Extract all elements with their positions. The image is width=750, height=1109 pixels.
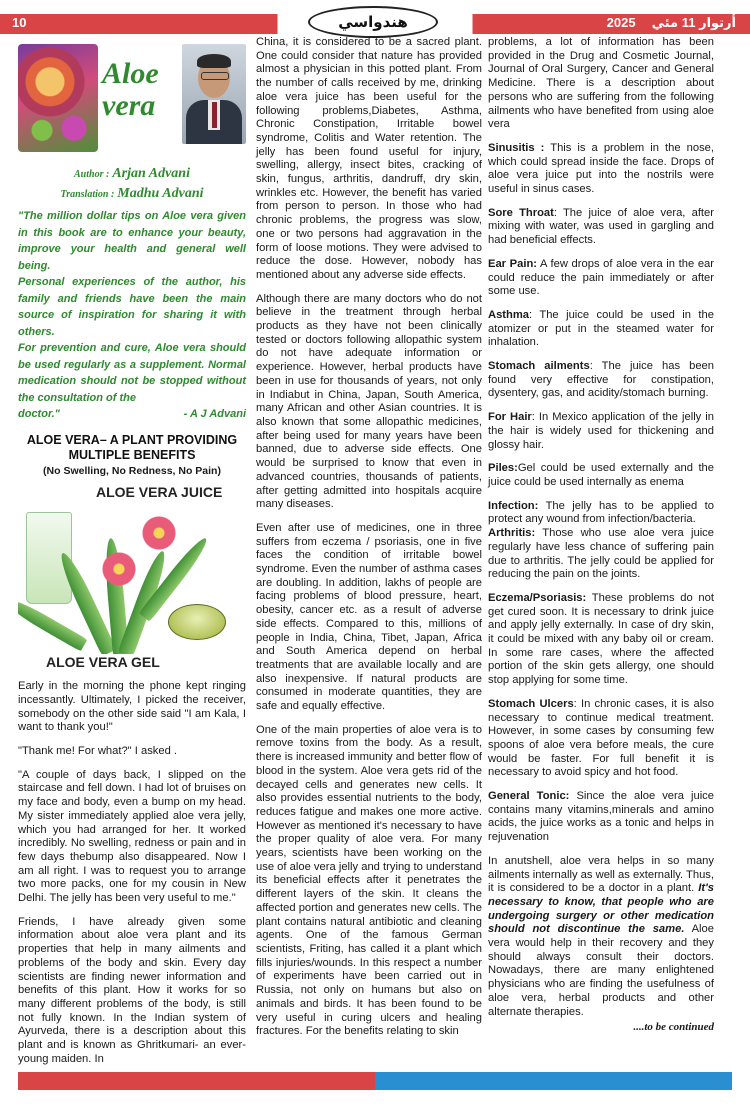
- ailment-item: Sore Throat: The juice of aloe vera, after mixing with water, was used in gargling and had beneficial effects.: [488, 206, 714, 247]
- page-number: 10: [12, 15, 27, 30]
- body-paragraph: Early in the morning the phone kept ringing incessantly. Ultimately, I picked the receiver, somebody on the other side said "I am Kala, I want to thank you!": [18, 680, 246, 734]
- column-1: [18, 36, 246, 1076]
- ailment-item: General Tonic: Since the aloe vera juice contains many vitamins,minerals and amino acids, the juice works as a tonic and helps in rejuvenation: [488, 790, 714, 844]
- issue-info: [607, 15, 736, 31]
- section-title: ALOE VERA– A PLANT PROVIDING MULTIPLE BENEFITS: [26, 432, 238, 462]
- body-paragraph: "A couple of days back, I slipped on the staircase and fell down. I had lot of bruises on my face and body, even a bump on my head. My sister immediately applied aloe vera jelly, which you had arranged for her. It worked incredibly. No swelling, redness or pain and in few days thebump also disappeared. Now I am all right. I was to request you to arrange two more packs, one for my cousin in New Delhi. The jelly has been very useful to me.": [18, 768, 246, 905]
- section-subtitle: (No Swelling, No Redness, No Pain): [43, 464, 221, 477]
- article-hero: [18, 36, 246, 164]
- aloe-products-image: [18, 484, 246, 680]
- author-quote: [18, 208, 246, 423]
- author-line: Author : Arjan Advani: [74, 166, 190, 181]
- issue-date: أرتوار 11 مئي: [651, 15, 736, 30]
- top-banner: [0, 0, 750, 34]
- aloe-illustration: [18, 508, 246, 654]
- translator-line: Translation : Madhu Advani: [60, 186, 204, 201]
- ailment-item: Asthma: The juice could be used in the atomizer or put in the steamed water for inhalation.: [488, 308, 714, 349]
- deity-flower-image: [18, 44, 98, 152]
- quote-para: Personal experiences of the author, his family and friends have been the main source of inspiration for sharing it with others.: [18, 276, 246, 338]
- quote-para: For prevention and cure, Aloe vera should be used regularly as a supplement. Normal medication should not be stopped without the consultation of the: [18, 342, 246, 404]
- quote-signature: doctor." - A J Advani: [18, 408, 246, 420]
- ailment-item: Ear Pain: A few drops of aloe vera in the ear could reduce the pain immediately or after some use.: [488, 257, 714, 298]
- issue-year: 2025: [606, 15, 636, 30]
- body-paragraph: Although there are many doctors who do not believe in the treatment through herbal products as they have not been clinically tested or doctors following allopathic system do not have adequate information or experience. However, herbal products have been in use for thousands of years, not only in Indiabut in China, Japan, South America, many African and other Asian countries. It is also known that some allopathic medicines, after being used for many years have been banned, due to adverse side effects. One would be surprised to know that even in advanced countries, thousands of patients, after getting admitted into hospitals acquire many diseases.: [256, 292, 482, 511]
- body-paragraph: Even after use of medicines, one in three suffers from eczema / psoriasis, one in five faces the condition of irritable bowel syndrome. Even the number of asthma cases are doubling. In addition, lakhs of people are facing problems of blood pressure, heart, obesity, cancer etc. as a result of adverse side effects. Compared to this, millions of people in India, China, Tibet, Japan, Africa and South America depend on herbal treatments that are available locally and are also inexpensive. If natural products are consumed in moderate quantities, they are safe and equally effective.: [256, 521, 482, 713]
- ailment-item: For Hair: In Mexico application of the jelly in the hair is widely used for thickening and glossy hair.: [488, 411, 714, 451]
- conclusion-paragraph: In anutshell, aloe vera helps in so many ailments internally as well as externally. Thus, it is considered to be a doctor in a plant. It's necessary to know, that people who are undergoing surgery or other medication should not discontinue the same. Aloe vera would help in their recovery and they should always consult their doctors. Nowadays, there are many enlightened physicians who are finding the usefulness of aloe vera, herbal products and other alternate therapies.: [488, 854, 714, 1018]
- body-paragraph: One of the main properties of aloe vera is to remove toxins from the body. As a result, there is increased immunity and better flow of blood in the system. Aloe vera gets rid of the decayed cells and generates new cells. It also provides essential nutrients to the body, reduces fatigue and makes one more active. However as mentioned it's necessary to have the proper quality of aloe vera. For many years, scientists have been working on the use of aloe vera jelly and trying to understand its beneficial effects after it penetrates the different layers of the skin. It cleans the affected portion and generates new cells. The plant contains natural antibiotic and cleaning agents. One of the famous German scientists, Friting, has called it a plant which fills injuries/wounds. In this respect a number of experiments have been carried out in Russia, not only on humans but also on animals and birds. It has been found to be very useful in curing ulcers and healing fractures. For the benefits relating to skin: [256, 723, 482, 1038]
- ailment-item: Arthritis: Those who use aloe vera juice regularly have less chance of suffering pain due to arthritis. The jelly could be applied for reducing the pain on the joints.: [488, 527, 714, 581]
- article-title: Aloe vera: [102, 57, 159, 122]
- byline: [18, 164, 246, 204]
- masthead-logo: هندواسي: [308, 6, 438, 38]
- ailment-item: Infection: The jelly has to be applied to protect any wound from infection/bacteria.: [488, 499, 714, 526]
- ailment-item: Stomach ailments: The juice has been found very effective for constipation, dysentery, gas, and acidity/stomach burning.: [488, 360, 714, 400]
- gel-label: ALOE VERA GEL: [46, 654, 160, 671]
- quote-para: "The million dollar tips on Aloe vera given in this book are to enhance your beauty, improve your health and general well being.: [18, 210, 246, 272]
- bottom-color-band: [18, 1072, 732, 1090]
- body-paragraph: problems, a lot of information has been provided in the Drug and Cosmetic Journal, Journal of Oral Surgery, Cancer and General Medicine. There is a description about persons who are suffering from the following ailments who have benefited from using aloe vera: [488, 36, 714, 131]
- body-paragraph: Friends, I have already given some information about aloe vera plant and its properties that help in many ailments and problems of the body and skin. Every day scientists are finding newer information and benefits of this plant. How it works for so many different problems of the body, is still not fully known. In the Indian system of Ayurveda, there is a description about this plant and is known as Ghritkumari- an ever-young maiden. In: [18, 915, 246, 1065]
- ailment-item: Stomach Ulcers: In chronic cases, it is also necessary to continue medical treatment. However, in some cases by consuming few spoons of aloe vera before meals, the cure would be faster. For full benefit it is necessary to avoid spicy and hot food.: [488, 697, 714, 779]
- body-paragraph: "Thank me! For what?" I asked .: [18, 745, 178, 758]
- continued-note: ....to be continued: [633, 1021, 714, 1034]
- column-2: [256, 36, 482, 1049]
- body-paragraph: China, it is considered to be a sacred plant. One could consider that nature has provided almost a physician in this potted plant. From the number of calls received by me, drinking aloe vera juice has been useful for the following problems,Diabetes, Asthma, Chronic Constipation, Irritable bowel syndrome, Colitis and Water retention. The jelly has been found useful for injury, swelling, allergy, insect bites, cracking of skin, fungus, arthritis, dandruff, dry skin, wrinkles etc. However, the benefit has varied from person to person. In those who had chronic problems, the progress was slow, one or two persons had aggravation in the form of loose motions. They were advised to reduce the dose. However, nobody has mentioned about any adverse side effects.: [256, 36, 482, 281]
- column-3: [488, 36, 714, 1035]
- author-portrait: [182, 44, 246, 144]
- juice-label: ALOE VERA JUICE: [96, 484, 223, 501]
- ailment-item: Piles:Gel could be used externally and the juice could be used internally as enema: [488, 462, 714, 488]
- ailment-item: Sinusitis : This is a problem in the nose, which could spread inside the face. Drops of aloe vera juice put into the nostrils were useful in sinus cases.: [488, 141, 714, 196]
- ailment-item: Eczema/Psoriasis: These problems do not get cured soon. It is necessary to drink juice and apply jelly externally. In case of dry skin, it could be mixed with any baby oil or cream. In some rare cases, where the affected portion of the skin gets allergy, one should stop applying for some time.: [488, 591, 714, 687]
